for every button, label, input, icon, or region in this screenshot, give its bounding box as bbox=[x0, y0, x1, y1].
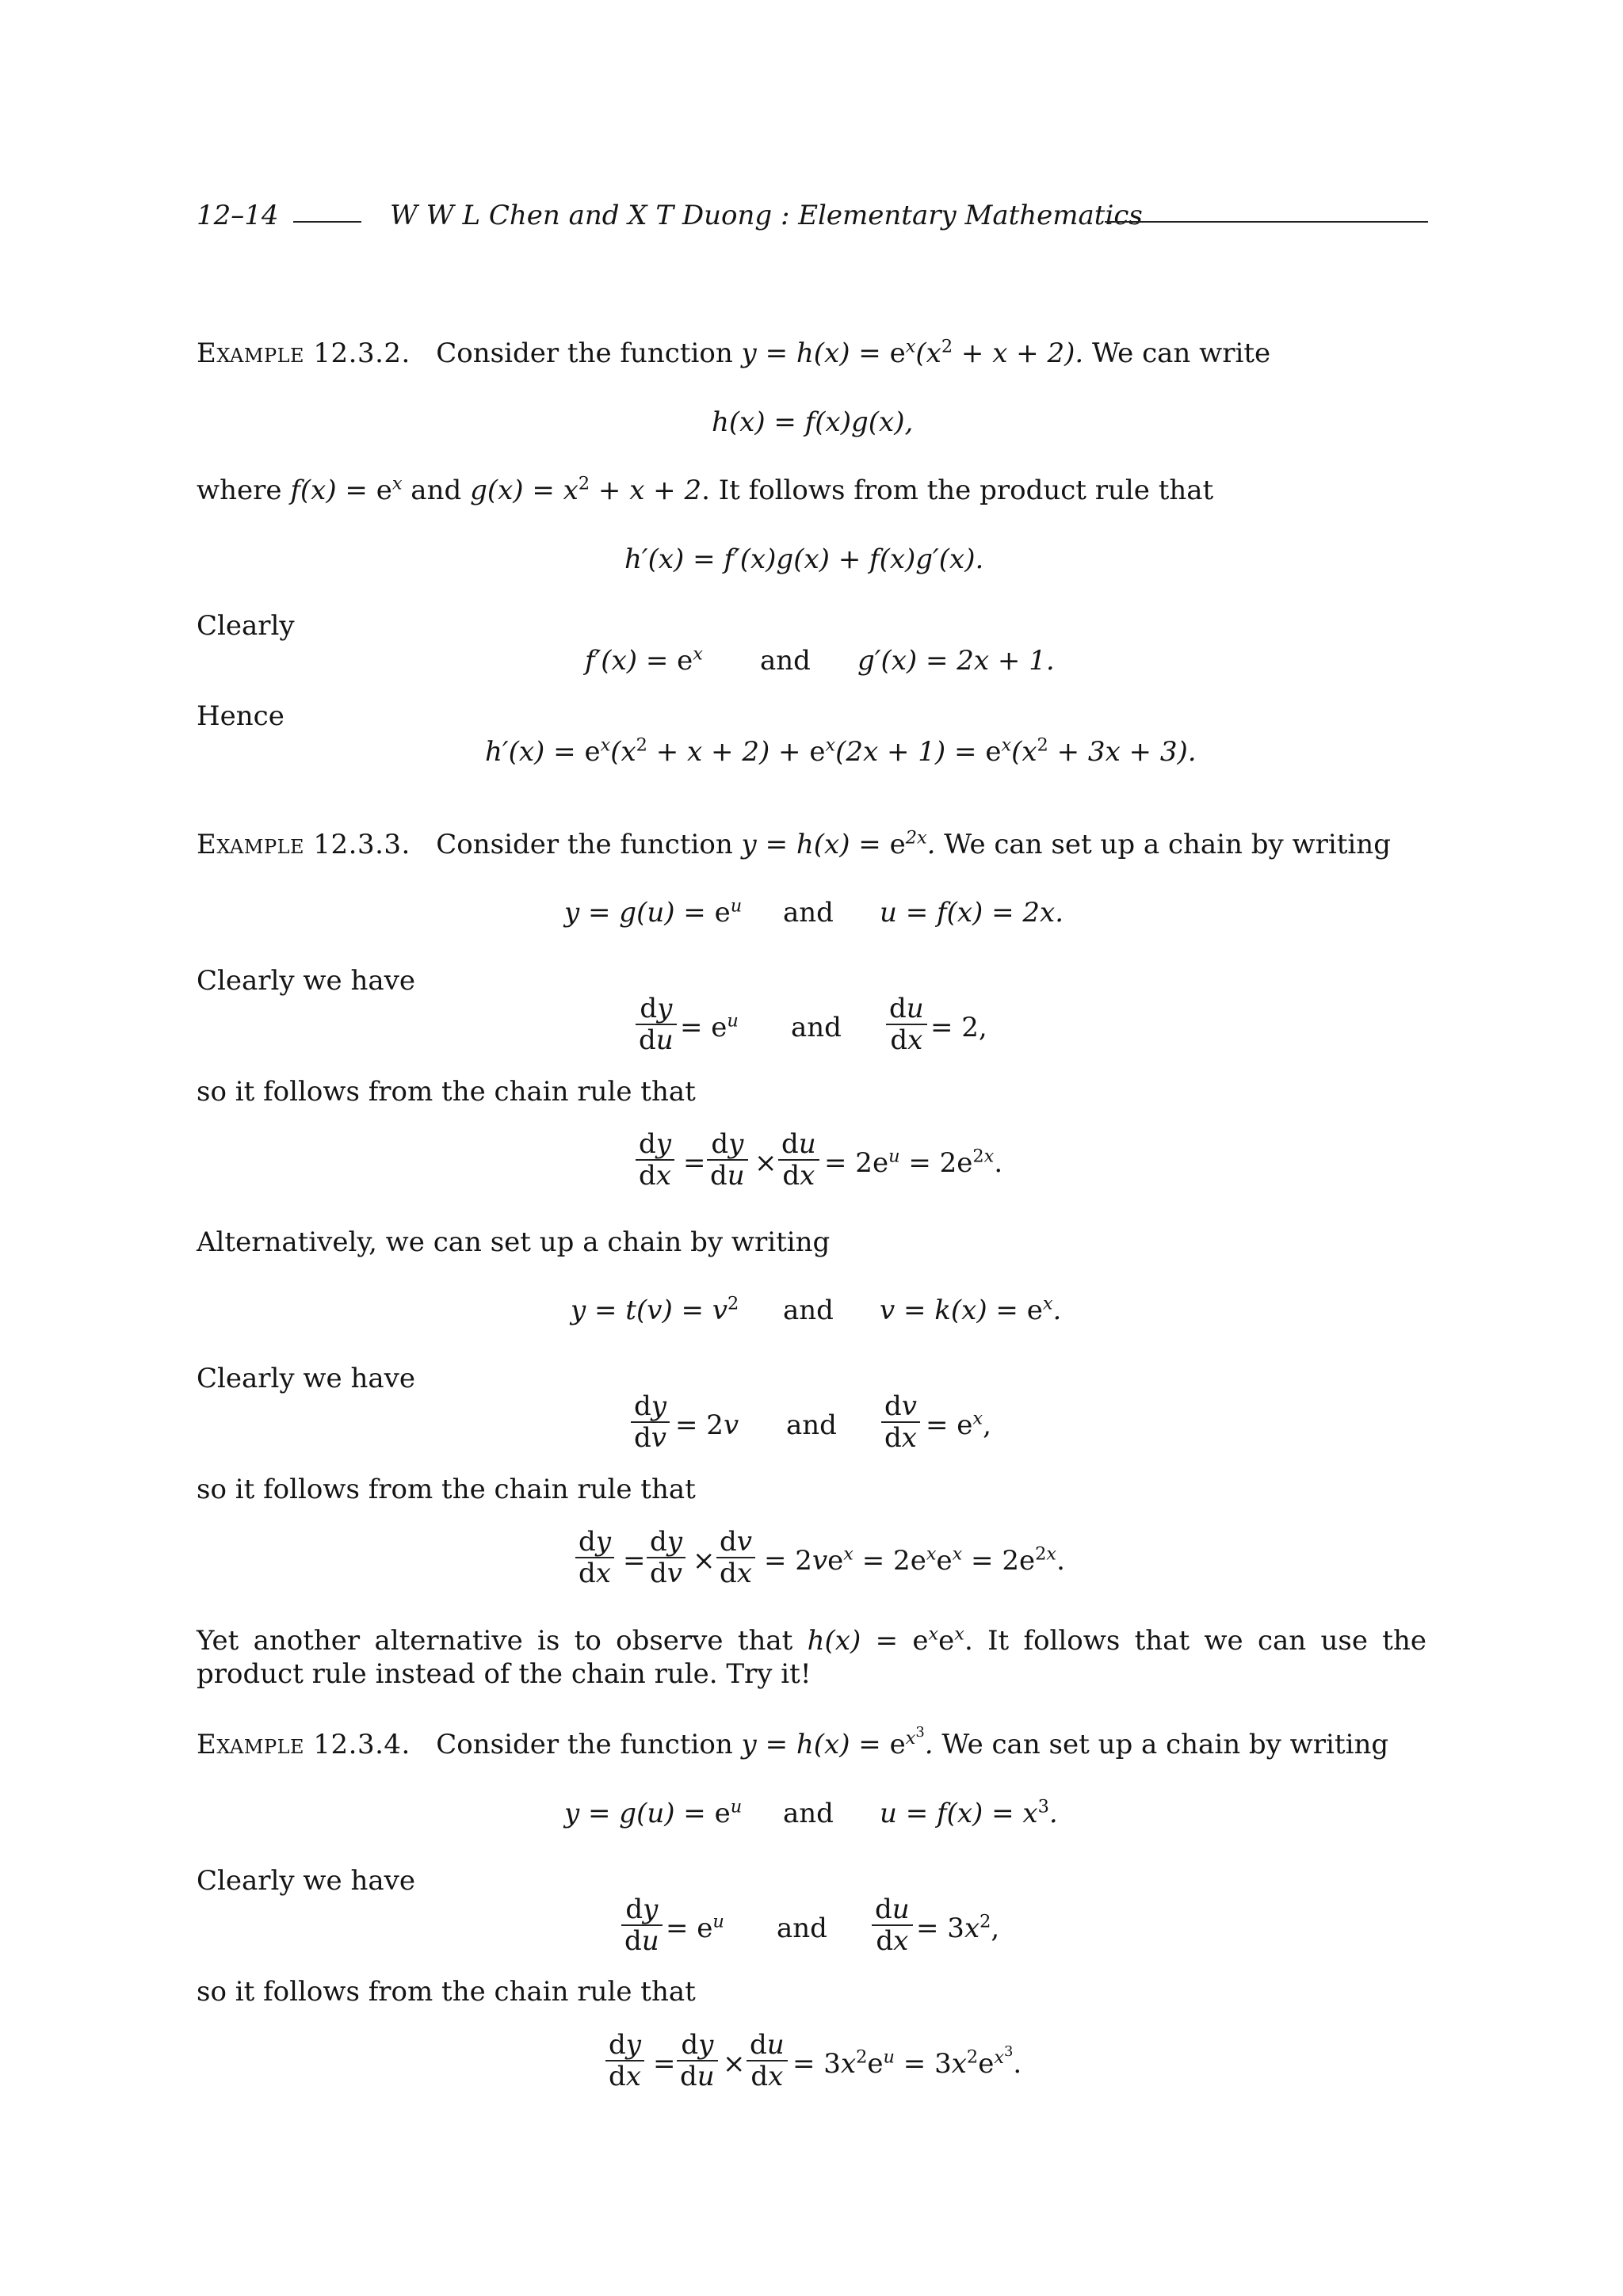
fraction-dv-dx: dv dx bbox=[881, 1391, 920, 1453]
so-chain-rule-label-2: so it follows from the chain rule that bbox=[197, 1474, 696, 1505]
example-12-3-4-heading bbox=[197, 1723, 1389, 1762]
fraction-du-dx: du dx bbox=[872, 1894, 913, 1956]
header-rule-right bbox=[1105, 221, 1428, 223]
so-chain-rule-label-3: so it follows from the chain rule that bbox=[197, 1976, 696, 2008]
example-label: Example 12.3.3. bbox=[197, 829, 411, 860]
example-intro-math: $y = h(x) = e^x(x^2 + x + 2)$. bbox=[741, 336, 1084, 369]
document-page: 12–14 W W L Chen and X T Duong : Elementary Mathematics Example 12.3.2. Consider the function $y = h(x) = e^x(x^2 + x + 2)$. We can write h(x) = f(x)g(x), where $f(x) = e^x$ and $g(x) = x^2 + x + 2$. It follows from the product rule that h′(x) = f′(x)g(x) + f(x)g′(x). Clearly $f'(x) = e^x$ and g′(x) = 2x + 1. Hence $h'(x) = e^x(x^2 + x + 2) + e^x(2x + 1) = e^x(x^2 + 3x + 3)$. Example 12.3.3. Consider the function $y = h(x) = e^{2x}$. We can set up a chain by writing $y = g(u) = e^u$ and u = f(x) = 2x. Clearly we have dy du = $e^u$ and du dx = 2, so it follows from the chain rule that dy dx = dy du × du dx = $2e^u = 2e^{2x}$. Alternatively, we can set up a chain by writing $y = t(v) = v^2$ and $v = k(x) = e^x$. Clearly we have dy dv = 2v and dv dx = $e^x$, so it follows from the chain rule that dy dx = dy dv × dv dx = $2ve^x = 2e^xe^x = 2e^{2x}$. Yet another alternative is to observe that $h(x) = e^xe^x$. It follows that we can use the product rule instead of the chain rule. Try it! Example 12.3.4. Consider the function $y = h(x) = e^{x^3}$. We can set up a chain by writing $y = g(u) = e^u$ and $u = f(x) = x^3$. Clearly we have dy du = $e^u$ and du dx = $3x^2$, so it follows from the chain rule that dy dx = dy du × du dx = $3x^2e^u = 3x^2e^{x^3}$. bbox=[0, 0, 1623, 2296]
header-rule-left bbox=[293, 221, 361, 223]
yet-another-paragraph: Yet another alternative is to observe that $h(x) = e^xe^x$. It follows that we can use the product rule instead of the chain rule. Try it! bbox=[197, 1623, 1426, 1690]
clearly-label: Clearly bbox=[197, 610, 295, 642]
clearly-we-have-label-2: Clearly we have bbox=[197, 1363, 415, 1394]
example-intro: Consider the function bbox=[436, 338, 733, 369]
example-intro-tail: We can write bbox=[1092, 338, 1271, 369]
running-title: W W L Chen and X T Duong : Elementary Mathematics bbox=[390, 200, 1143, 231]
where-statement: where $f(x) = e^x$ and $g(x) = x^2 + x + 2$. It follows from the product rule that bbox=[197, 473, 1214, 506]
fraction-dy-du: dy du bbox=[636, 994, 677, 1055]
page-number: 12–14 bbox=[197, 200, 279, 231]
example-intro: Consider the function bbox=[436, 1729, 733, 1760]
example-intro: Consider the function bbox=[436, 829, 733, 860]
example-12-3-3-heading bbox=[197, 827, 1391, 862]
clearly-we-have-label-3: Clearly we have bbox=[197, 1865, 415, 1897]
example-intro-math: $y = h(x) = e^{x^3}$. bbox=[741, 1723, 934, 1760]
clearly-we-have-label: Clearly we have bbox=[197, 965, 415, 997]
example-intro-tail: We can set up a chain by writing bbox=[941, 1729, 1389, 1760]
example-intro-math: $y = h(x) = e^{2x}$. bbox=[741, 827, 936, 860]
hence-label: Hence bbox=[197, 700, 285, 732]
example-label: Example 12.3.4. bbox=[197, 1729, 411, 1760]
and-word: and bbox=[760, 645, 811, 677]
fraction-dy-du: dy du bbox=[621, 1894, 663, 1956]
example-label: Example 12.3.2. bbox=[197, 338, 411, 369]
example-12-3-2-heading bbox=[197, 336, 1270, 371]
fraction-du-dx: du dx bbox=[886, 994, 927, 1055]
alternatively-statement: Alternatively, we can set up a chain by writing bbox=[197, 1226, 831, 1258]
example-intro-tail: We can set up a chain by writing bbox=[944, 829, 1391, 860]
fraction-dy-dv: dy dv bbox=[631, 1391, 670, 1453]
and-word: and bbox=[783, 897, 834, 929]
so-chain-rule-label: so it follows from the chain rule that bbox=[197, 1076, 696, 1108]
